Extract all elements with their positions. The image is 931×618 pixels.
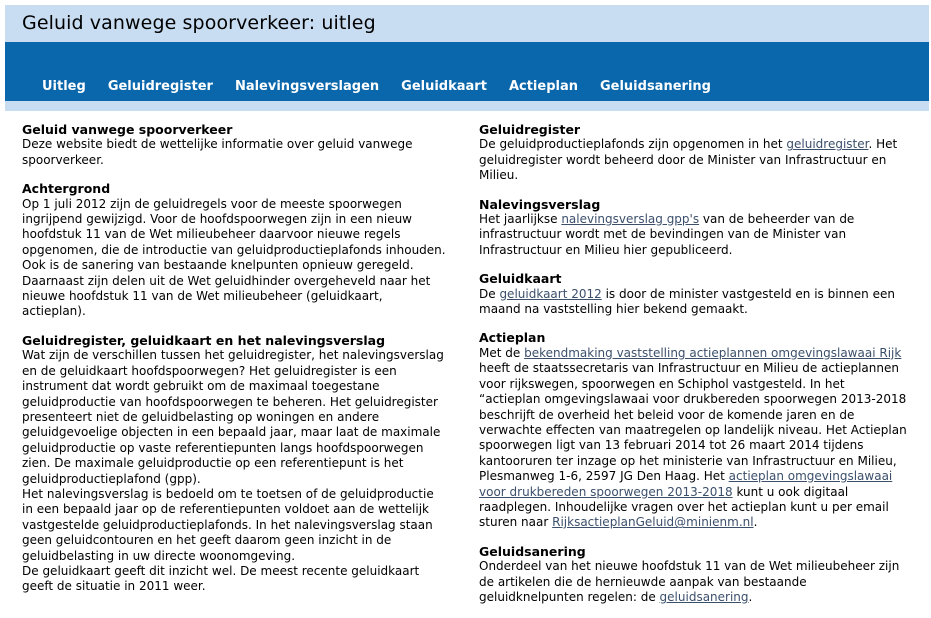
nav-geluidkaart[interactable]: Geluidkaart xyxy=(401,79,487,94)
actieplan-link[interactable]: actieplan omgevingslawaai voor drukbereden spoorwegen 2013-2018 xyxy=(479,469,893,499)
section-heading: Geluidregister, geluidkaart en het nalevingsverslag xyxy=(22,332,386,348)
text-span: Met de xyxy=(479,345,525,360)
section-text: Het nalevingsverslag is bedoeld om te toetsen of de geluidproductie in een bepaald jaar op de referentiepunten voldoet aan de wettelijk vastgestelde geluidproductieplafonds. In het nalevingsverslag staan geen geluidcontouren en het geeft daarom geen inzicht in de geluidbelasting in uw directe woonomgeving. xyxy=(22,486,434,563)
geluidsanering-link[interactable]: geluidsanering xyxy=(659,589,749,604)
section-verschillen xyxy=(22,333,447,595)
nav-uitleg[interactable]: Uitleg xyxy=(42,79,86,94)
main-navigation xyxy=(5,42,929,101)
section-intro xyxy=(22,122,447,168)
nav-strip xyxy=(5,101,929,111)
text-span: De geluidproductieplafonds zijn opgenomen in het xyxy=(479,137,787,152)
text-span: De xyxy=(479,286,500,301)
nav-nalevingsverslagen[interactable]: Nalevingsverslagen xyxy=(234,79,380,94)
section-heading: Nalevingsverslag xyxy=(479,196,601,212)
email-link[interactable]: RijksactieplanGeluid@minienm.nl xyxy=(552,515,754,530)
page-title: Geluid vanwege spoorverkeer: uitleg xyxy=(22,12,376,34)
section-geluidsanering xyxy=(479,544,909,606)
section-actieplan xyxy=(479,330,909,530)
section-text xyxy=(479,559,909,605)
text-span: is door de minister vastgesteld en is binnen een maand na vaststelling hier bekend gemaakt. xyxy=(479,286,895,317)
section-geluidregister xyxy=(479,122,909,184)
nav-geluidregister[interactable]: Geluidregister xyxy=(107,79,213,94)
section-heading: Geluid vanwege spoorverkeer xyxy=(22,122,233,137)
nav-geluidsanering[interactable]: Geluidsanering xyxy=(599,79,711,94)
section-achtergrond xyxy=(22,181,447,320)
text-span: . Het geluidregister wordt beheerd door de Minister van Infrastructuur en Milieu. xyxy=(479,137,898,183)
section-heading: Geluidkaart xyxy=(479,271,562,287)
section-text: Wat zijn de verschillen tussen het geluidregister, het nalevingsverslag en de geluidkaart hoofdspoorwegen? Het geluidregister is een instrument dat wordt gebruikt om de maximaal toegestane geluidproductie van hoofdspoorwegen te beheren. Het geluidregister presenteert niet de geluidbelasting op woningen en andere geluidgevoelige objecten in een bepaald jaar, maar laat de maximale geluidproductie op vaste referentiepunten langs hoofdspoorwegen zien. De maximale geluidproductie op een referentiepunt is het geluidproductieplafond (gpp). xyxy=(22,348,444,486)
text-span: heeft de staatssecretaris van Infrastructuur en Milieu de actieplannen voor rijkswegen, spoorwegen en Schiphol vastgesteld. In het “actieplan omgevingslawaai voor drukbereden spoorwegen 2013-2018 beschrijft de overheid het beleid voor de komende jaren en de verwachte effecten van maatregelen op landelijk niveau. Het Actieplan spoorwegen ligt van 13 februari 2014 tot 26 maart 2014 tijdens kantooruren ter inzage op het ministerie van Infrastructuur en Milieu, Plesmanweg 1-6, 2597 JG Den Haag. Het xyxy=(479,361,907,484)
section-heading: Geluidregister xyxy=(479,122,581,137)
text-span: kunt u ook digitaal raadplegen. Inhoudelijke vragen over het actieplan kunt u per email sturen naar xyxy=(479,484,889,530)
section-text xyxy=(479,346,909,531)
nav-actieplan[interactable]: Actieplan xyxy=(508,79,578,94)
text-span: . xyxy=(753,515,758,530)
text-span: . xyxy=(748,589,753,604)
section-heading: Achtergrond xyxy=(22,181,111,197)
section-text xyxy=(479,287,909,318)
section-text xyxy=(479,212,909,258)
section-text xyxy=(479,137,909,183)
section-text: Deze website biedt de wettelijke informatie over geluid vanwege spoorverkeer. xyxy=(22,137,413,167)
section-text: De geluidkaart geeft dit inzicht wel. De meest recente geluidkaart geeft de situatie in 2011 weer. xyxy=(22,563,420,594)
page-header xyxy=(5,5,929,42)
section-nalevingsverslag xyxy=(479,197,909,259)
text-span: Onderdeel van het nieuwe hoofdstuk 11 van de Wet milieubeheer zijn de artikelen die de hernieuwde aanpak van bestaande geluidknelpunten regelen: de xyxy=(479,559,900,604)
bekendmaking-link[interactable]: bekendmaking vaststelling actieplannen omgevingslawaai Rijk xyxy=(524,345,902,360)
right-column xyxy=(479,122,909,618)
section-heading: Actieplan xyxy=(479,330,546,346)
left-column xyxy=(22,122,447,608)
geluidregister-link[interactable]: geluidregister xyxy=(786,137,869,152)
section-geluidkaart xyxy=(479,271,909,317)
geluidkaart-link[interactable]: geluidkaart 2012 xyxy=(499,286,602,301)
text-span: van de beheerder van de infrastructuur wordt met de bevindingen van de Minister van Infrastructuur en Milieu hier gepubliceerd. xyxy=(479,212,855,257)
nalevingsverslag-link[interactable]: nalevingsverslag gpp's xyxy=(561,212,700,227)
text-span: Het jaarlijkse xyxy=(479,212,562,227)
section-heading: Geluidsanering xyxy=(479,543,586,559)
section-text: Op 1 juli 2012 zijn de geluidregels voor de meeste spoorwegen ingrijpend gewijzigd. Voor de hoofdspoorwegen zijn in een nieuw hoofdstuk 11 van de Wet milieubeheer daarvoor nieuwe regels opgenomen, die de introductie van geluidproductieplafonds inhouden. Ook is de sanering van bestaande knelpunten opnieuw geregeld. Daarnaast zijn delen uit de Wet geluidhinder overgeheveld naar het nieuwe hoofdstuk 11 van de Wet milieubeheer (geluidkaart, actieplan). xyxy=(22,196,446,319)
